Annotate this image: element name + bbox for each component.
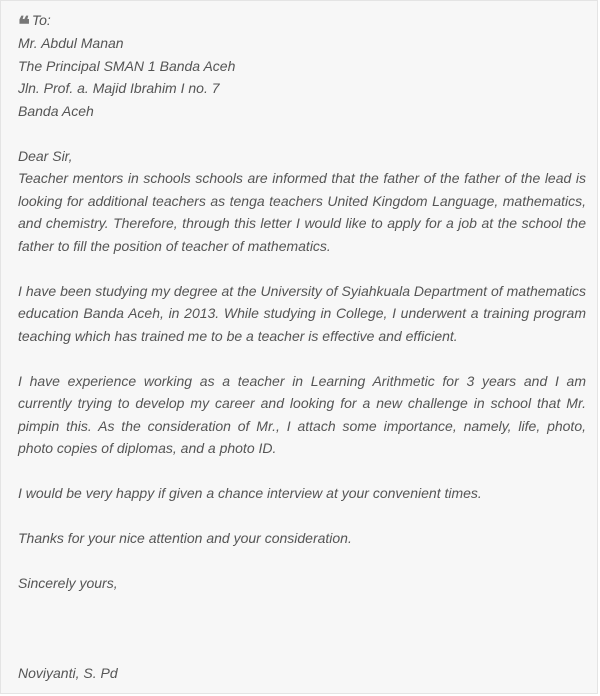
- to-label: To:: [31, 12, 51, 28]
- spacer: [18, 347, 586, 370]
- salutation: Dear Sir,: [18, 147, 73, 164]
- closing: Sincerely yours,: [18, 575, 118, 591]
- signature-space: [18, 595, 586, 640]
- recipient-city: Banda Aceh: [18, 102, 94, 119]
- recipient-title: The Principal SMAN 1 Banda Aceh: [18, 57, 236, 74]
- paragraph-experience: I have experience working as a teacher in Learning Arithmetic for 3 years and I am currently trying to develop my career and looking for a new challenge in school that Mr. pimpin this. As the consideration of Mr., I attach some importance, namely, life, photo, photo copies of diplomas, and a photo ID.: [18, 372, 586, 456]
- quote-icon: ❝: [18, 12, 28, 38]
- paragraph-thanks: Thanks for your nice attention and your consideration.: [18, 530, 352, 546]
- paragraph-education: I have been studying my degree at the University of Syiahkuala Department of mathematics education Banda Aceh, in 2013. While studying in College, I underwent a training program teaching which has trained me to be a teacher is effective and efficient.: [18, 282, 586, 344]
- signature: Noviyanti, S. Pd: [18, 665, 118, 681]
- spacer: [18, 257, 586, 280]
- recipient-address: Jln. Prof. a. Majid Ibrahim I no. 7: [18, 80, 220, 96]
- spacer: [18, 640, 586, 663]
- spacer: [18, 505, 586, 528]
- letter-content: [18, 9, 586, 685]
- spacer: [18, 122, 586, 145]
- spacer: [18, 460, 586, 483]
- spacer: [18, 550, 586, 573]
- paragraph-interview: I would be very happy if given a chance interview at your convenient times.: [18, 485, 482, 501]
- recipient-name: Mr. Abdul Manan: [18, 35, 124, 51]
- paragraph-intro: Teacher mentors in schools schools are informed that the father of the father of the lead is looking for additional teachers as tenga teachers United Kingdom Language, mathematics, and chemistry. Therefore, through this letter I would like to apply for a job at the school the father to fill the position of teacher of mathematics.: [18, 170, 586, 254]
- to-line: [18, 9, 586, 38]
